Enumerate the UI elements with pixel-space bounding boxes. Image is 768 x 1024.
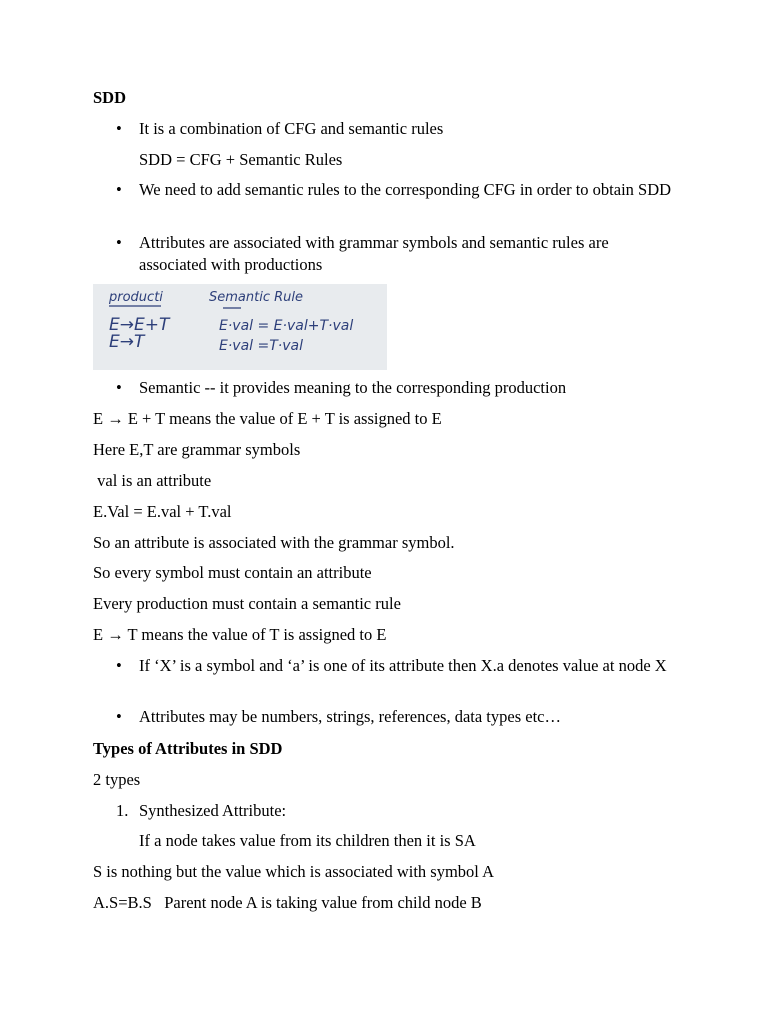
image-col2-header: Semantic Rule: [209, 290, 303, 305]
types-count: 2 types: [93, 770, 141, 789]
synthesized-description: If a node takes value from its children then it is SA: [139, 831, 476, 850]
sdd-formula: SDD = CFG + Semantic Rules: [139, 150, 343, 169]
list-number: 1.: [116, 801, 129, 820]
handwritten-productions-image: [93, 284, 387, 370]
text-line: E → E + T means the value of E + T is assigned to E: [93, 409, 442, 428]
image-row2-production: E→T: [109, 332, 145, 352]
bullet-icon: •: [116, 180, 122, 199]
text-line: So every symbol must contain an attribute: [93, 563, 372, 582]
synthesized-label: Synthesized Attribute:: [139, 801, 287, 820]
bullet-icon: •: [116, 378, 122, 397]
text-line: E → T means the value of T is assigned to E: [93, 625, 387, 644]
section-title: SDD: [93, 88, 127, 107]
text-line: Here E,T are grammar symbols: [93, 440, 301, 459]
text-line: val is an attribute: [93, 471, 212, 490]
bullet-icon: •: [116, 119, 122, 138]
bullet-text: Attributes are associated with grammar symbols and semantic rules are associated with productions: [139, 233, 609, 274]
image-row2-rule: E·val =T·val: [219, 338, 303, 354]
text-line: A.S=B.S Parent node A is taking value from child node B: [93, 893, 482, 912]
text-line: Every production must contain a semantic rule: [93, 594, 401, 613]
text-line: S is nothing but the value which is associated with symbol A: [93, 862, 495, 881]
image-col1-header: producti: [109, 290, 163, 305]
bullet-text: We need to add semantic rules to the corresponding CFG in order to obtain SDD: [139, 180, 672, 199]
bullet-text: It is a combination of CFG and semantic rules: [139, 119, 444, 138]
bullet-text: If ‘X’ is a symbol and ‘a’ is one of its attribute then X.a denotes value at node X: [139, 656, 667, 675]
bullet-icon: •: [116, 233, 122, 252]
bullet-text: Attributes may be numbers, strings, references, data types etc…: [139, 707, 561, 726]
bullet-icon: •: [116, 656, 122, 675]
text-line: E.Val = E.val + T.val: [93, 502, 232, 521]
bullet-icon: •: [116, 707, 122, 726]
types-heading: Types of Attributes in SDD: [93, 739, 283, 758]
image-row1-rule: E·val = E·val+T·val: [219, 318, 354, 334]
text-line: So an attribute is associated with the grammar symbol.: [93, 533, 455, 552]
image-row1-production: E→E+T: [109, 315, 170, 335]
bullet-text: Semantic -- it provides meaning to the corresponding production: [139, 378, 567, 397]
